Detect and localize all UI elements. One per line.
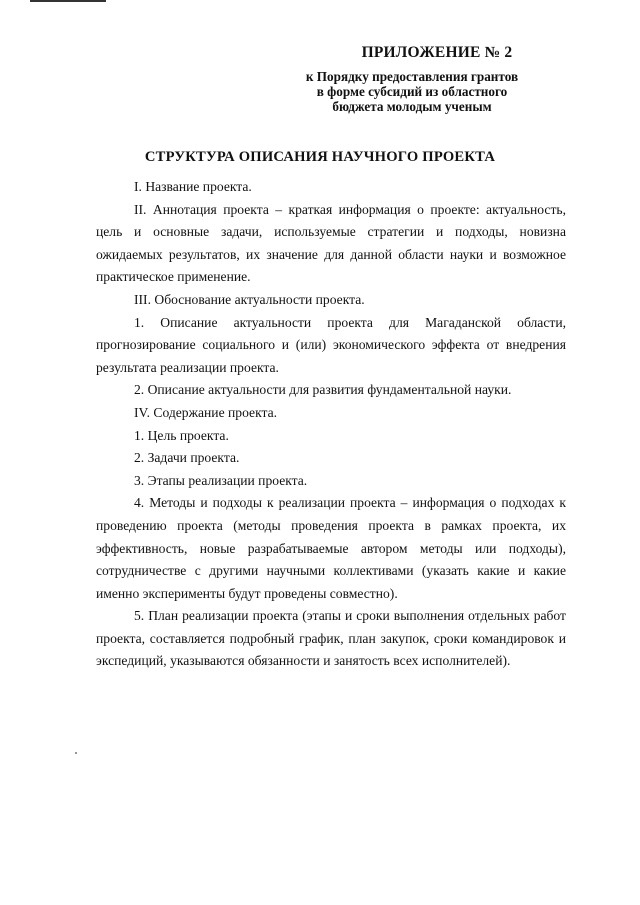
paragraph-plan: 5. План реализации проекта (этапы и сроки выполнения отдельных работ проекта, составляется подробный график, план закупок, сроки командировок и экспедиций, указываются обязанности и занятость всех исполнителей). — [96, 608, 566, 669]
paragraph-regional-relevance: 1. Описание актуальности проекта для Магаданской области, прогнозирование социального и (или) экономического эффекта от внедрения результата реализации проекта. — [96, 314, 566, 375]
paragraph-project-name: I. Название проекта. — [134, 179, 252, 194]
paragraph-relevance-heading: III. Обоснование актуальности проекта. — [134, 291, 365, 307]
paragraph-stages: 3. Этапы реализации проекта. — [134, 472, 308, 488]
paragraph-tasks: 2. Задачи проекта. — [134, 450, 240, 466]
annex-title: ПРИЛОЖЕНИЕ № 2 — [361, 44, 513, 61]
paragraph-methods: 4. Методы и подходы к реализации проекта – информация о подходах к проведению проекта (методы проведения проекта в рамках проекта, их эффективность, новые разрабатываемые автором методы или подходы), сотрудничестве с другими научными коллективами (указать какие и какие именно эксперименты будут проведены совместно). — [96, 495, 566, 601]
annex-line: к Порядку предоставления грантов — [305, 69, 519, 84]
annex-block — [262, 44, 562, 114]
scan-edge-mark — [30, 0, 106, 2]
paragraph-content-heading: IV. Содержание проекта. — [134, 404, 278, 420]
annex-line: в форме субсидий из областного — [316, 84, 508, 99]
paragraph-fundamental-relevance: 2. Описание актуальности для развития фундаментальной науки. — [134, 382, 512, 398]
annex-line: бюджета молодым ученым — [332, 99, 492, 114]
paragraph-goal: 1. Цель проекта. — [134, 427, 229, 443]
paragraph-annotation: II. Аннотация проекта – краткая информация о проекте: актуальность, цель и основные задачи, используемые стратегии и подходы, новизна ожидаемых результатов, их значение для данной области науки и возможное практическое применение. — [96, 201, 566, 285]
document-body — [96, 176, 566, 673]
document-title: СТРУКТУРА ОПИСАНИЯ НАУЧНОГО ПРОЕКТА — [144, 149, 496, 165]
scan-speck — [75, 752, 77, 754]
annex-subtitle — [262, 69, 562, 114]
